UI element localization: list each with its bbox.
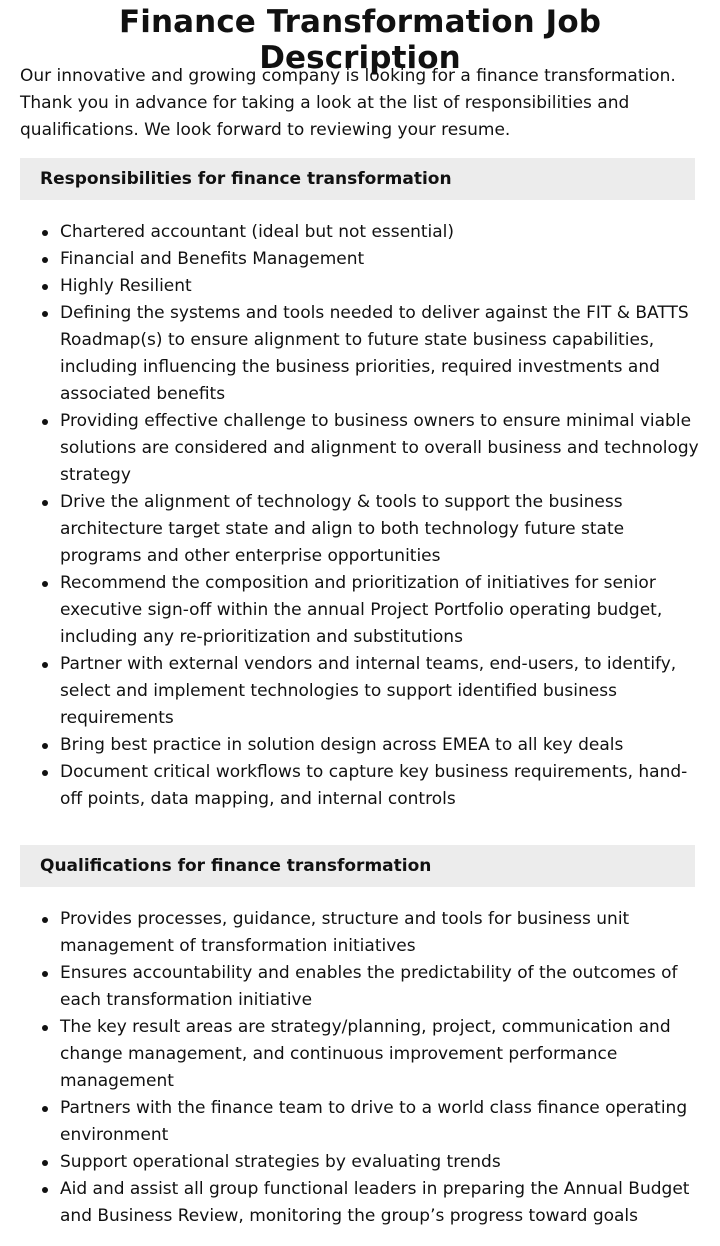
list-item: Providing effective challenge to business owners to ensure minimal viable solutions are considered and alignment to overall business and technology strategy [60,408,700,489]
responsibilities-heading: Responsibilities for finance transformation [20,158,695,200]
list-item: Defining the systems and tools needed to deliver against the FIT & BATTS Roadmap(s) to ensure alignment to future state business capabilities, including influencing the business priorities, required investments and associated benefits [60,300,700,408]
list-item: Document critical workflows to capture key business requirements, hand-off points, data mapping, and internal controls [60,759,700,813]
intro-paragraph: Our innovative and growing company is looking for a finance transformation. Thank you in advance for taking a look at the list of responsibilities and qualifications. We look forward to reviewing your resume. [20,66,676,140]
list-item: Aid and assist all group functional leaders in preparing the Annual Budget and Business Review, monitoring the group’s progress toward goals [60,1176,700,1230]
list-item: Ensures accountability and enables the predictability of the outcomes of each transformation initiative [60,960,700,1014]
list-item: The key result areas are strategy/planning, project, communication and change management, and continuous improvement performance management [60,1014,700,1095]
page-title: Finance Transformation Job Description [118,4,602,76]
list-item: Chartered accountant (ideal but not essential) [60,219,700,246]
list-item: Support operational strategies by evaluating trends [60,1149,700,1176]
responsibilities-list [20,219,700,813]
section-spacer [20,813,700,831]
list-item: Bring best practice in solution design across EMEA to all key deals [60,732,700,759]
list-item: Financial and Benefits Management [60,246,700,273]
list-item: Partners with the finance team to drive to a world class finance operating environment [60,1095,700,1149]
list-item: Drive the alignment of technology & tools to support the business architecture target state and align to both technology future state programs and other enterprise opportunities [60,489,700,570]
list-item: Provides processes, guidance, structure and tools for business unit management of transformation initiatives [60,906,700,960]
list-item: Partner with external vendors and internal teams, end-users, to identify, select and implement technologies to support identified business requirements [60,651,700,732]
qualifications-list [20,906,700,1230]
list-item: Recommend the composition and prioritization of initiatives for senior executive sign-off within the annual Project Portfolio operating budget, including any re-prioritization and substitutions [60,570,700,651]
list-item: Highly Resilient [60,273,700,300]
qualifications-heading: Qualifications for finance transformation [20,845,695,887]
